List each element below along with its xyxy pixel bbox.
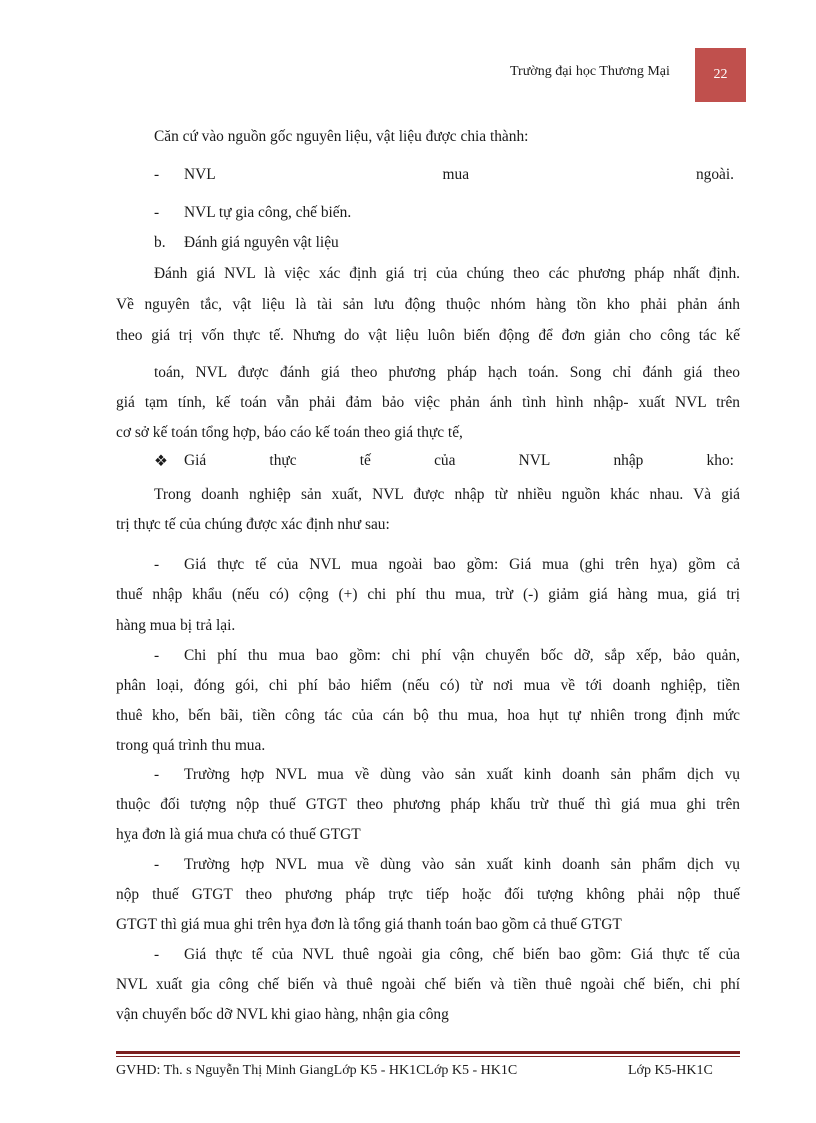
list-dash: - — [154, 204, 160, 221]
list-item-text: Giá thực tế của NVL mua ngoài bao gồm: Giá mua (ghi trên hỵa) gồm cả — [184, 556, 740, 573]
list-dash: - — [154, 556, 160, 573]
intro-paragraph: Căn cứ vào nguồn gốc nguyên liệu, vật liệu được chia thành: — [154, 128, 529, 145]
paragraph-line: thuộc đối tượng nộp thuế GTGT theo phương pháp khấu trừ thuế thì giá mua ghi trên — [116, 796, 740, 813]
section-marker: b. — [154, 234, 166, 251]
list-dash: - — [154, 647, 160, 664]
footer-rule-thin — [116, 1056, 740, 1057]
footer-left-text: GVHD: Th. s Nguyễn Thị Minh GiangLớp K5 - HK1CLớp K5 - HK1C — [116, 1063, 518, 1078]
section-heading-text: Đánh giá nguyên vật liệu — [184, 234, 339, 251]
footer-rule — [116, 1051, 740, 1054]
word: NVL — [518, 452, 551, 469]
header-title: Trường đại học Thương Mại — [510, 64, 670, 79]
paragraph-line: nộp thuế GTGT theo phương pháp trực tiếp hoặc đối tượng không phải nộp thuế — [116, 886, 740, 903]
paragraph-line: Về nguyên tắc, vật liệu là tài sản lưu động thuộc nhóm hàng tồn kho phải phản ánh — [116, 296, 740, 313]
word: của — [434, 452, 456, 469]
list-dash: - — [154, 856, 160, 873]
page-number-badge — [695, 48, 746, 102]
paragraph-line: thuế nhập khẩu (nếu có) cộng (+) chi phí thu mua, trừ (-) giảm giá hàng mua, giá trị — [116, 586, 740, 603]
word: tế — [359, 452, 371, 469]
footer-right-text: Lớp K5-HK1C — [628, 1063, 713, 1078]
word: mua — [442, 166, 470, 183]
paragraph-line: thuê kho, bến bãi, tiền công tác của cán bộ thu mua, hoa hụt tự nhiên trong định mức — [116, 707, 740, 724]
paragraph-line: Đánh giá NVL là việc xác định giá trị của chúng theo các phương pháp nhất định. — [154, 265, 740, 282]
paragraph-line: hỵa đơn là giá mua chưa có thuế GTGT — [116, 826, 361, 843]
list-dash: - — [154, 946, 160, 963]
paragraph-line: cơ sở kế toán tổng hợp, báo cáo kế toán theo giá thực tế, — [116, 424, 463, 441]
paragraph-line: phân loại, đóng gói, chi phí bảo hiểm (nếu có) từ nơi mua về tới doanh nghiệp, tiền — [116, 677, 740, 694]
paragraph-line: hàng mua bị trả lại. — [116, 617, 236, 634]
word: kho: — [706, 452, 734, 469]
list-item-text: Giá thực tế của NVL thuê ngoài gia công, chế biến bao gồm: Giá thực tế của — [184, 946, 740, 963]
paragraph-line: trong quá trình thu mua. — [116, 737, 266, 754]
word: ngoài. — [695, 166, 734, 183]
paragraph-line: Trong doanh nghiệp sản xuất, NVL được nhập từ nhiều nguồn khác nhau. Và giá — [154, 486, 740, 503]
paragraph-line: toán, NVL được đánh giá theo phương pháp hạch toán. Song chỉ đánh giá theo — [154, 364, 740, 381]
word: NVL — [184, 166, 216, 183]
paragraph-line: theo giá trị vốn thực tế. Nhưng do vật liệu luôn biến động để đơn giản cho công tác kế — [116, 327, 740, 344]
word: Giá — [184, 452, 207, 469]
word: nhập — [613, 452, 644, 469]
paragraph-line: vận chuyển bốc dỡ NVL khi giao hàng, nhận gia công — [116, 1006, 449, 1023]
list-item-text: Chi phí thu mua bao gồm: chi phí vận chuyển bốc dỡ, sắp xếp, bảo quản, — [184, 647, 740, 664]
word: thực — [269, 452, 297, 469]
paragraph-line: trị thực tế của chúng được xác định như sau: — [116, 516, 390, 533]
list-item-text: Trường hợp NVL mua về dùng vào sản xuất kinh doanh sản phẩm dịch vụ — [184, 766, 740, 783]
list-dash: - — [154, 766, 160, 783]
list-item-text: Trường hợp NVL mua về dùng vào sản xuất kinh doanh sản phẩm dịch vụ — [184, 856, 740, 873]
paragraph-line: GTGT thì giá mua ghi trên hỵa đơn là tổng giá thanh toán bao gồm cả thuế GTGT — [116, 916, 622, 933]
page-number: 22 — [713, 67, 728, 82]
paragraph-line: giá tạm tính, kế toán vẫn phải đảm bảo việc phản ánh tình hình nhập- xuất NVL trên — [116, 394, 740, 411]
list-dash: - — [154, 166, 160, 183]
paragraph-line: NVL xuất gia công chế biến và thuê ngoài chế biến và tiền thuê ngoài chế biến, chi phí — [116, 976, 740, 993]
diamond-bullet-icon: ❖ — [154, 453, 168, 470]
list-item-text: NVL tự gia công, chế biến. — [184, 204, 352, 221]
